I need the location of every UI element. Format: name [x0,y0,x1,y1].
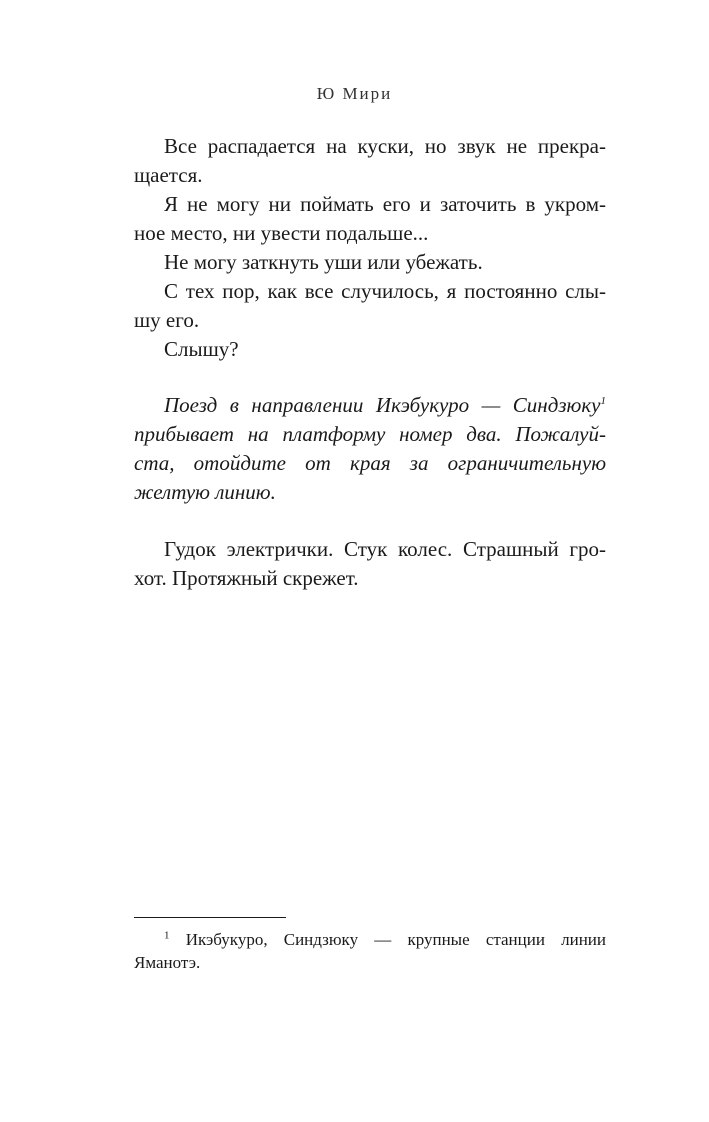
text-line: ное место, ни увести подальше... [134,221,429,245]
text-line: Не могу заткнуть уши или убежать. [164,250,483,274]
footnote-line [134,928,606,951]
footnote-reference[interactable]: 1 [600,395,606,407]
paragraph-continuation [134,306,606,335]
text-line: Гудок электрички. Стук колес. Страшный гро- [164,537,606,561]
paragraph [134,277,606,306]
text-line [134,391,606,420]
text-line: Слышу? [164,337,239,361]
footnote-marker: 1 [164,929,170,942]
footnote-line: Яманотэ. [134,953,201,972]
paragraph [134,535,606,564]
text-line: Все распадается на куски, но звук не прекра- [164,134,606,158]
paragraph [134,132,606,161]
text-line: шу его. [134,308,200,332]
paragraph-continuation [134,219,606,248]
text-line: прибывает на платформу номер два. Пожалуй- [134,422,606,446]
paragraph-continuation [134,161,606,190]
text-fragment: Поезд в направлении Икэбукуро — Синдзюку [164,393,601,417]
footnote-divider [134,917,286,918]
announcement-block [134,391,606,507]
text-line: Я не могу ни поймать его и заточить в укром- [164,192,606,216]
text-line: щается. [134,163,203,187]
text-line: ста, отойдите от края за ограничительную [134,451,606,475]
main-text-block [134,132,606,364]
footnote [134,928,606,974]
paragraph-continuation [134,420,606,507]
closing-text-block [134,535,606,593]
text-line: хот. Протяжный скрежет. [134,566,359,590]
footnote-text: Икэбукуро, Синдзюку — крупные станции линии [185,930,606,949]
paragraph [134,248,606,277]
text-line: желтую линию. [134,480,276,504]
paragraph [134,391,606,420]
paragraph [134,335,606,364]
text-line: С тех пор, как все случилось, я постоянно слы- [164,279,606,303]
paragraph-continuation [134,564,606,593]
paragraph [134,190,606,219]
running-header: Ю Мири [316,84,393,103]
